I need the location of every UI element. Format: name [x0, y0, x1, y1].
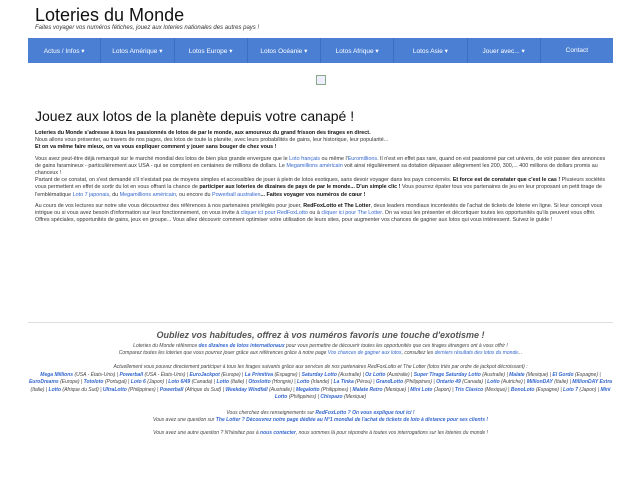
- game-country: (Portugal): [104, 379, 127, 385]
- game-link[interactable]: El Gordo: [552, 371, 574, 378]
- game-link[interactable]: MillionDAY: [526, 379, 553, 385]
- games-intro: Actuellement vous pouvez directement participer à tous les tirages suivants grâce aux services de nos partenaires RedFoxLotto et The Lotter (lotos triés par ordre de jackpot décroissant) :: [113, 364, 528, 370]
- link-powerball-australien[interactable]: Powerball australien: [211, 191, 261, 198]
- game-country: (Italie): [30, 386, 45, 393]
- game-link[interactable]: Mini Loto: [410, 386, 433, 393]
- link-loto-francais[interactable]: Loto français: [289, 155, 320, 162]
- link-chances-gagner[interactable]: Vos chances de gagner aux lotos: [327, 349, 402, 356]
- game-link[interactable]: Lotto: [216, 379, 230, 385]
- game-country: (Australie): [386, 371, 410, 378]
- game-country: (Philippines): [128, 386, 156, 393]
- text-bold: ... Faites voyager vos numéros de cœur !: [260, 191, 366, 198]
- game-link[interactable]: Malate: [509, 371, 525, 378]
- game-country: (Italie): [554, 379, 569, 385]
- game-country: (Philippines): [404, 379, 433, 385]
- text: Plusieurs sociétés vous permettent en effet de sortir du lot en vous offrant la chance de: [35, 177, 606, 191]
- game-country: (Pérou): [355, 379, 372, 385]
- main-content: [35, 108, 607, 228]
- nav-lotos-europe[interactable]: Lotos Europe ▾: [175, 38, 248, 63]
- game-link[interactable]: Mini Lotto: [274, 386, 611, 400]
- nav-lotos-afrique[interactable]: Lotos Afrique ▾: [321, 38, 394, 63]
- game-link[interactable]: Super Tirage Saturday Lotto: [413, 371, 481, 378]
- game-country: (Australie): [269, 386, 292, 393]
- game-link[interactable]: Oz Lotto: [365, 371, 386, 378]
- game-link[interactable]: Megalotto: [295, 386, 320, 393]
- game-country: (Afrique du Sud): [184, 386, 222, 393]
- nav-actus[interactable]: Actus / Infos ▾: [28, 38, 101, 63]
- footer-bottom: [28, 410, 613, 437]
- game-link[interactable]: MillionDAY Extra: [572, 379, 613, 385]
- nav-lotos-amerique[interactable]: Lotos Amérique ▾: [101, 38, 174, 63]
- text: ou à: [309, 210, 320, 217]
- nav-contact[interactable]: Contact: [565, 47, 589, 54]
- link-derniers-resultats[interactable]: derniers résultats des lotos du monde: [434, 349, 519, 356]
- text: . Il n'est en effet pas rare, quand on est passionné par cet univers, de voir passer des annonces de gains faramineux - particulièrement aux USA - qui se comptent en centaines de millions de dollars. Le: [35, 155, 606, 169]
- text-bold: participer aux loteries de dizaines de pays de par le monde... D'un simple clic !: [199, 184, 401, 191]
- game-country: (Espagne): [535, 386, 559, 393]
- link-footer-redfoxlotto[interactable]: RedFoxLotto: [315, 409, 347, 416]
- game-link[interactable]: Lotto: [48, 386, 62, 393]
- game-country: (Philippines): [320, 386, 349, 393]
- game-link[interactable]: EuroDreams: [28, 379, 59, 385]
- game-country: (Australie): [338, 371, 362, 378]
- game-link[interactable]: Weekday Windfall: [225, 386, 268, 393]
- text: Partant de ce constat, on s'est demandé s'il n'existait pas de moyens simples et accessibles de jouer à plein de lotos exotiques, sans devoir voyager dans les pays concernés.: [35, 177, 452, 184]
- link-thelotter[interactable]: cliquer ici pour The Lotter: [321, 210, 382, 217]
- intro-paragraph: [35, 130, 607, 152]
- link-lotos-internationaux[interactable]: des dizaines de lotos internationaux: [198, 343, 285, 349]
- game-country: (Australie): [482, 371, 506, 378]
- game-link[interactable]: Saturday Lotto: [301, 371, 337, 378]
- text: ou même l': [321, 155, 348, 162]
- market-paragraph: [35, 156, 607, 199]
- text: Vous pourrez épater tous vos partenaires de jeu en leur proposant un petit tirage de l'emblématique: [35, 184, 602, 198]
- game-link[interactable]: Otoslotto: [248, 379, 271, 385]
- text: , du: [109, 191, 119, 198]
- games-list: [28, 364, 613, 402]
- game-country: (Hongrie): [272, 379, 293, 385]
- link-footer-thelotter[interactable]: The Lotter: [215, 416, 241, 423]
- footer-redfox-line: [28, 410, 613, 417]
- link-euromillions[interactable]: Euromillions: [347, 155, 378, 162]
- broken-image-icon[interactable]: [316, 75, 326, 85]
- game-link[interactable]: Powerball: [119, 371, 144, 378]
- game-link[interactable]: Chispazo: [320, 394, 343, 400]
- site-title[interactable]: Loteries du Monde: [35, 5, 185, 25]
- game-country: (Mexique): [526, 371, 549, 378]
- text: Au cours de vos lectures sur notre site vous découvrirez des références à nos partenaires privilégiés pour jouer,: [35, 202, 302, 209]
- game-country: (Espagne): [274, 371, 298, 378]
- text-bold: ? On vous explique tout ici !: [347, 409, 415, 416]
- game-country: (Irlande): [310, 379, 330, 385]
- game-country: (USA - États-Unis): [74, 371, 116, 378]
- text: , nous sommes là pour répondre à toutes vos interrogations sur les loteries du monde !: [295, 429, 488, 436]
- game-country: (Afrique du Sud): [62, 386, 99, 393]
- link-loto7-japonais[interactable]: Loto 7 japonais: [72, 191, 110, 198]
- text: Vous cherchez des renseignements sur: [226, 409, 315, 416]
- footer: [28, 330, 613, 437]
- partners-paragraph: [35, 203, 607, 225]
- game-country: (Italie): [230, 379, 245, 385]
- footer-line-2: [28, 350, 613, 357]
- game-link[interactable]: Malate Retro: [352, 386, 383, 393]
- text: ...: [518, 349, 523, 356]
- text: Vous avez une autre question ? N'hésitez pas à: [153, 429, 259, 436]
- game-country: (Europe): [60, 379, 80, 385]
- intro-end: Et on va même faire mieux, on va vous expliquer comment y jouer sans bouger de chez vous !: [35, 144, 277, 151]
- game-country: (Espagne): [574, 371, 598, 378]
- text: , deux leaders mondiaux incontestés de l'achat de tickets de loterie en ligne. Si leur concept vous intrigue ou si vous avez besoin d'information sur leur fonctionnement, on vous invite à: [35, 202, 603, 217]
- game-country: (Japon): [579, 386, 597, 393]
- footer-divider: [28, 322, 613, 323]
- game-country: (Mexique): [383, 386, 407, 393]
- link-megamillions[interactable]: Megamillions américain: [286, 162, 343, 169]
- game-link[interactable]: Powerball: [159, 386, 184, 393]
- game-country: (Mexique): [484, 386, 507, 393]
- game-link[interactable]: BonoLoto: [510, 386, 535, 393]
- main-nav: [28, 38, 613, 63]
- intro-bold: Loteries du Monde s'adresse à tous les passionnés de lotos de par le monde, aux amoureux du grand frisson des tirages en direct.: [35, 130, 371, 136]
- game-link[interactable]: Lotto: [487, 379, 500, 385]
- game-link[interactable]: Ontario 49: [436, 379, 461, 385]
- game-link[interactable]: UltraLotto: [102, 386, 127, 393]
- text: voit ainsi régulièrement sa dotation dépasser allègrement les 200, 300,... 400 millions de dollars promis au chanceux !: [35, 162, 598, 177]
- game-country: (USA - États-Unis): [144, 371, 186, 378]
- game-country: (Mexique): [343, 394, 367, 400]
- nav-lotos-asie[interactable]: Lotos Asie ▾: [394, 38, 467, 63]
- text: Loteries du Monde référence: [133, 343, 198, 349]
- link-nous-contacter[interactable]: nous contacter: [260, 429, 296, 436]
- text: , consultez les: [401, 349, 434, 356]
- link-redfoxlotto[interactable]: cliquer ici pour RedFoxLotto: [240, 210, 308, 217]
- game-country: (Europe): [221, 371, 241, 378]
- text: Comparez toutes les loteries que vous pourrez jouer grâce aux références grâce à notre page: [118, 349, 327, 356]
- nav-lotos-oceanie[interactable]: Lotos Océanie ▾: [248, 38, 321, 63]
- text: , ou encore du: [176, 191, 211, 198]
- intro-text: Nous allons vous présenter, au travers de nos pages, des lotos de toute la planète, avec leurs probabilités de gains, leur historique, leur popularité...: [35, 137, 389, 144]
- text: Vous avez une question sur: [152, 416, 215, 423]
- game-link[interactable]: Lotto: [296, 379, 310, 385]
- game-link[interactable]: GrandLotto: [375, 379, 404, 385]
- site-header: [35, 5, 615, 31]
- game-link[interactable]: Tris Clasico: [454, 386, 484, 393]
- game-country: (Canada): [191, 379, 213, 385]
- site-tagline: Faites voyager vos numéros fétiches, jouez aux loteries nationales des autres pays !: [35, 25, 260, 31]
- game-link[interactable]: EuroJackpot: [189, 371, 220, 378]
- text-bold: RedFoxLotto et The Lotter: [303, 202, 371, 209]
- footer-contact-line: [28, 430, 613, 437]
- footer-title: Oubliez vos habitudes, offrez à vos numéros favoris une touche d'exotisme !: [156, 330, 485, 340]
- text-bold: Et force est de constater que c'est le cas !: [452, 177, 561, 184]
- page-headline: Jouez aux lotos de la planète depuis votre canapé !: [35, 108, 355, 124]
- game-link[interactable]: Loto 6/49: [168, 379, 191, 385]
- text: . On va vous les présenter et décortiquer toutes les opportunités qu'ils peuvent vous offrir. Offres spéciales, opportunités de gains, jeux en groupe... Vous allez découvrir comment optimiser votre utilisation de leurs sites, pour augmenter vos chances de gagner aux lotos qui vous intéressent. Suivez le guide !: [35, 210, 596, 224]
- games-container: Mega Millions (USA - États-Unis) | Powerball (USA - États-Unis) | EuroJackpot (Europe) | La Primitiva (Espagne) | Saturday Lotto (Australie) | Oz Lotto (Australie) | Super Tirage Saturday Lotto (Australie) | Malate (Mexique) | El Gordo (Espagne) | EuroDreams (Europe) | Totoloto (Portugal) | Loto 6 (Japon) | Loto 6/49 (Canada) | Lotto (Italie) | Otoslotto (Hongrie) | Lotto (Irlande) | La Tinka (Pérou) | GrandLotto (Philippines) | Ontario 49 (Canada) | Lotto (Autriche) | MillionDAY (Italie) | MillionDAY Extra (Italie) | Lotto (Afrique du Sud) | UltraLotto (Philippines) | Powerball (Afrique du Sud) | Weekday Windfall (Australie) | Megalotto (Philippines) | Malate Retro (Mexique) | Mini Loto (Japon) | Tris Clasico (Mexique) | BonoLoto (Espagne) | Loto 7 (Japon) | Mini Lotto (Philippines) | Chispazo (Mexique): [28, 371, 613, 400]
- game-link[interactable]: Totoloto: [83, 379, 104, 385]
- game-country: (Japon): [147, 379, 165, 385]
- game-link[interactable]: La Tinka: [333, 379, 354, 385]
- text: pour vous permettre de découvrir toutes les opportunités que ces tirages étrangers ont à vous offrir !: [286, 343, 508, 349]
- link-megamillions-americain[interactable]: Megamillions américain: [119, 191, 176, 198]
- game-country: (Autriche): [501, 379, 523, 385]
- game-link[interactable]: Mega Millions: [40, 371, 74, 378]
- nav-jouer-avec[interactable]: Jouer avec... ▾: [468, 38, 541, 63]
- game-link[interactable]: La Primitiva: [244, 371, 274, 378]
- text-bold: ? Découvrez notre page dédiée au N°1 mondial de l'achat de tickets de loto à distance pour ses clients !: [241, 416, 489, 423]
- game-country: (Philippines): [288, 394, 317, 400]
- text: Vous avez peut-être déjà remarqué sur le marché mondial des lotos de bien plus grande envergure que le: [35, 155, 288, 162]
- game-link[interactable]: Loto 7: [563, 386, 579, 393]
- game-country: (Canada): [462, 379, 484, 385]
- game-link[interactable]: Loto 6: [130, 379, 146, 385]
- game-country: (Japon): [433, 386, 451, 393]
- footer-thelotter-line: [28, 417, 613, 424]
